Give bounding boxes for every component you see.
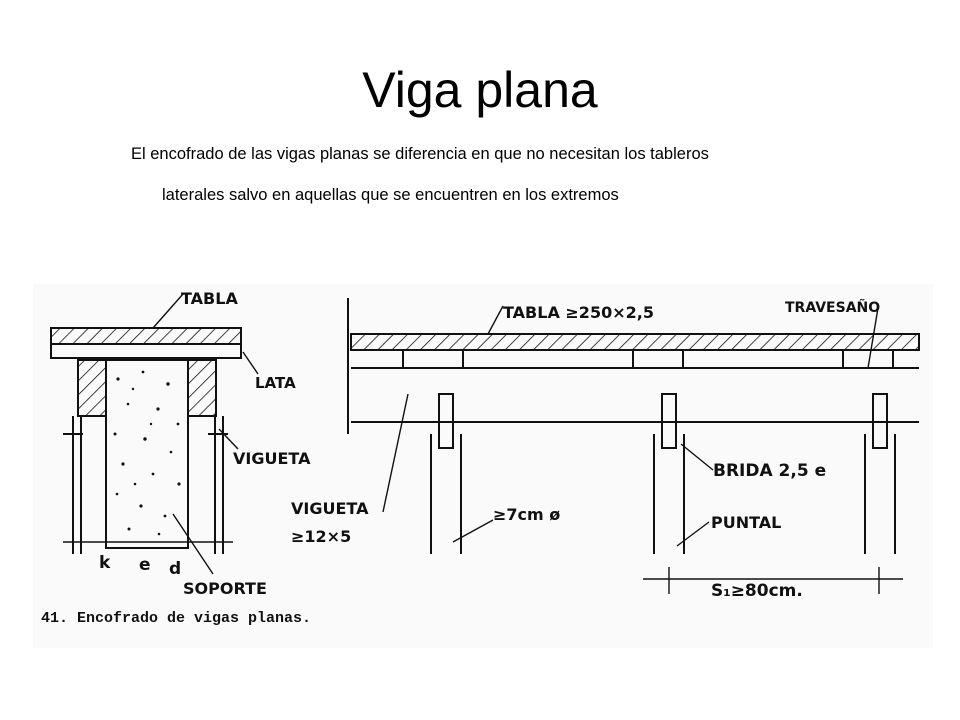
- label-spacing: S₁≥80cm.: [711, 581, 803, 601]
- label-dim-e: e: [139, 555, 151, 575]
- body-text-line-2: laterales salvo en aquellas que se encuentren en los extremos: [162, 186, 619, 204]
- label-vigueta-left: VIGUETA: [233, 449, 311, 468]
- vigueta-leader-right: [383, 394, 408, 512]
- right-cheek: [188, 360, 216, 416]
- tabla-board-section: [51, 328, 241, 344]
- tabla-leader: [153, 294, 183, 328]
- label-vigueta-right: VIGUETA: [291, 499, 369, 518]
- label-lata: LATA: [255, 374, 296, 392]
- slide-title: Viga plana: [362, 62, 598, 118]
- concrete-core: [106, 360, 188, 548]
- lata-leader: [243, 352, 258, 374]
- label-vigueta-size: ≥12×5: [291, 527, 352, 546]
- lata-segment-1: [403, 350, 463, 368]
- diam-leader: [453, 520, 493, 542]
- left-cheek: [78, 360, 106, 416]
- tabla-spec-leader: [488, 306, 503, 334]
- lata-strip: [51, 344, 241, 358]
- label-puntal: PUNTAL: [711, 513, 782, 532]
- label-soporte: SOPORTE: [183, 579, 267, 598]
- label-dim-k: k: [99, 553, 111, 573]
- figure-caption: 41. Encofrado de vigas planas.: [41, 610, 312, 627]
- vigueta-leader-left: [219, 429, 238, 449]
- label-brida: BRIDA 2,5 e: [713, 461, 827, 481]
- formwork-drawing-svg: [33, 284, 933, 648]
- label-tabla-spec: TABLA ≥250×2,5: [503, 303, 654, 322]
- section-view: [51, 294, 258, 574]
- brida-leader: [681, 444, 713, 470]
- formwork-drawing: [33, 284, 933, 648]
- label-diam: ≥7cm ø: [493, 505, 561, 524]
- concrete-dots: [114, 371, 181, 536]
- elevation-view: [348, 298, 919, 594]
- label-tabla: TABLA: [181, 289, 238, 308]
- label-dim-d: d: [169, 559, 182, 579]
- puntal-leader: [677, 522, 709, 546]
- lata-segment-2: [633, 350, 683, 368]
- label-travesano: TRAVESAÑO: [785, 300, 881, 316]
- body-text-line-1: El encofrado de las vigas planas se diferencia en que no necesitan los tableros: [131, 145, 709, 163]
- tabla-board-elevation: [351, 334, 919, 350]
